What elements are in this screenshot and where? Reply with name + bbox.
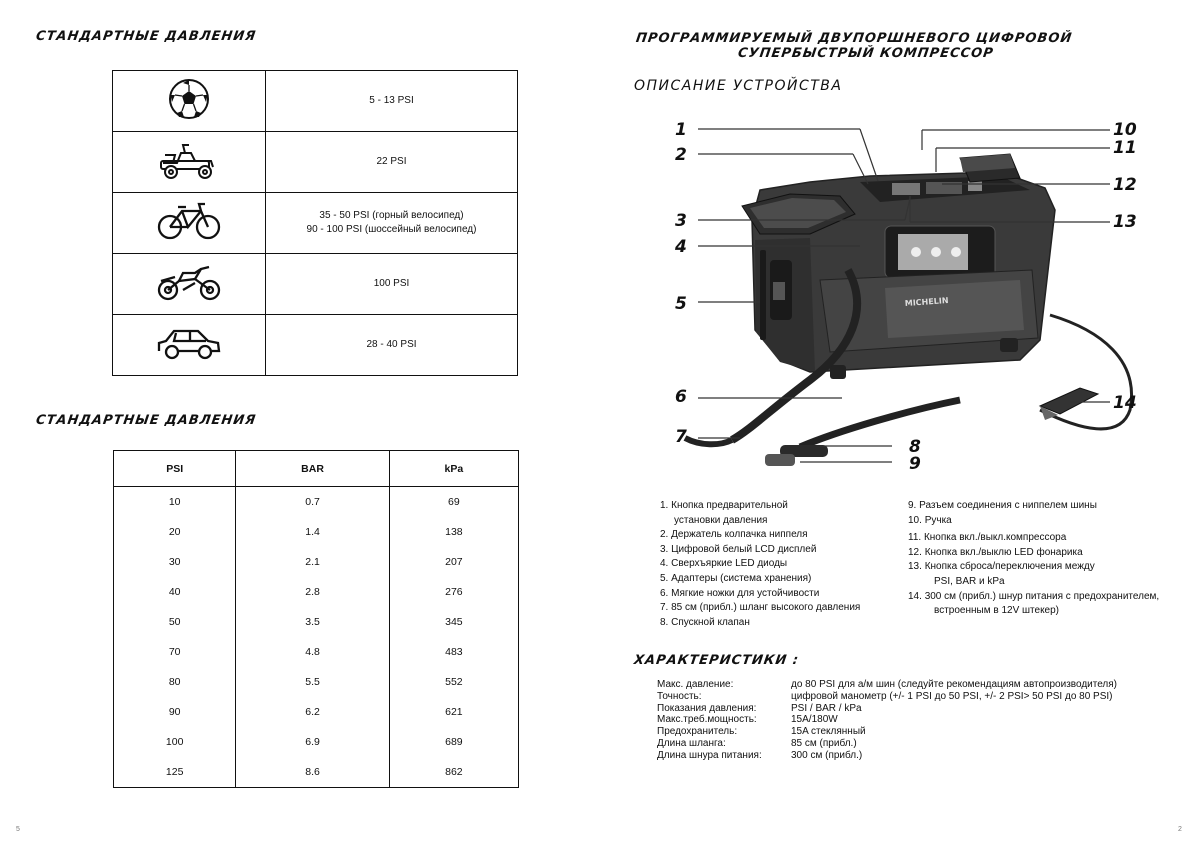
lawn-tractor-icon	[113, 132, 266, 193]
callout-1: 1	[675, 120, 687, 140]
callout-7: 7	[675, 427, 687, 447]
soccer-ball-icon	[113, 71, 266, 132]
spec-row: Длина шнура питания: 300 см (прибл.)	[657, 749, 863, 761]
list-item: 12. Кнопка вкл./выклю LED фонарика	[908, 546, 1083, 558]
column-header-bar: BAR	[236, 451, 389, 487]
spec-row: Предохранитель: 15A стеклянный	[657, 726, 866, 738]
table-row: 80 5.5 552	[114, 667, 519, 697]
spec-row: Макс. давление: до 80 PSI для а/м шин (следуйте рекомендациям автопроизводителя)	[657, 679, 1118, 690]
table-row: 40 2.8 276	[114, 577, 519, 607]
spec-row: Длина шланга: 85 см (прибл.)	[657, 737, 857, 749]
pressure-value: 90 - 100 PSI (шоссейный велосипед)	[306, 224, 477, 235]
specs-heading: ХАРАКТЕРИСТИКИ :	[632, 653, 801, 668]
table-row: 10 0.7 69	[114, 487, 519, 518]
table-row: 50 3.5 345	[114, 607, 519, 637]
list-item: 8. Спускной клапан	[660, 616, 750, 628]
list-item: 5. Адаптеры (система хранения)	[660, 572, 812, 584]
callout-3: 3	[675, 211, 687, 231]
callout-8: 8	[909, 437, 921, 457]
pressure-value: 28 - 40 PSI	[366, 339, 417, 350]
product-title-line1: ПРОГРАММИРУЕМЫЙ ДВУПОРШНЕВОГО ЦИФРОВОЙ	[634, 31, 1074, 46]
parts-list-right	[908, 499, 1193, 619]
list-item: 7. 85 см (прибл.) шланг высокого давления	[660, 602, 861, 614]
callout-11: 11	[1113, 138, 1137, 158]
spec-row: Показания давления: PSI / BAR / kPa	[657, 702, 862, 714]
bicycle-icon	[113, 193, 266, 254]
table-row: 125 8.6 862	[114, 757, 519, 788]
list-item: 1. Кнопка предварительной	[660, 500, 788, 511]
column-header-psi: PSI	[114, 451, 236, 487]
page-number-left: 5	[16, 826, 20, 833]
list-item: 13. Кнопка сброса/переключения между	[908, 561, 1095, 573]
brand-label: MICHELIN	[904, 295, 949, 308]
list-item-continued: установки давления	[674, 514, 768, 526]
callout-9: 9	[909, 454, 921, 474]
list-item: 9. Разъем соединения с ниппелем шины	[908, 500, 1097, 511]
pressure-value: 100 PSI	[373, 278, 410, 289]
list-item: 3. Цифровой белый LCD дисплей	[660, 543, 817, 555]
pressure-heading-2: СТАНДАРТНЫЕ ДАВЛЕНИЯ	[34, 413, 258, 428]
table-header-row	[114, 451, 519, 487]
callout-5: 5	[675, 294, 687, 314]
car-icon	[113, 315, 266, 376]
list-item-continued: PSI, BAR и kPa	[934, 575, 1005, 587]
list-item: 6. Мягкие ножки для устойчивости	[660, 587, 820, 599]
list-item: 4. Сверхъяркие LED диоды	[660, 558, 788, 570]
product-title-line2: СУПЕРБЫСТРЫЙ КОМПРЕССОР	[736, 46, 995, 61]
table-row	[113, 254, 518, 315]
table-row: 30 2.1 207	[114, 547, 519, 577]
pressure-heading-1: СТАНДАРТНЫЕ ДАВЛЕНИЯ	[34, 29, 258, 44]
callout-2: 2	[675, 145, 687, 165]
table-row	[113, 193, 518, 254]
list-item: 2. Держатель колпачка ниппеля	[660, 529, 808, 541]
callout-13: 13	[1113, 212, 1137, 232]
column-header-kpa: kPa	[389, 451, 518, 487]
spec-row: Макс.треб.мощность: 15A/180W	[657, 714, 838, 726]
table-row: 100 6.9 689	[114, 727, 519, 757]
pressure-conversion-table	[113, 450, 519, 788]
spec-row: Точность: цифровой манометр (+/- 1 PSI до 50 PSI, +/- 2 PSI> 50 PSI до 80 PSI)	[657, 690, 1113, 702]
pressure-value: 22 PSI	[376, 156, 407, 167]
motorcycle-icon	[113, 254, 266, 315]
pressure-value: 35 - 50 PSI (горный велосипед)	[319, 210, 464, 221]
device-description-subtitle: ОПИСАНИЕ УСТРОЙСТВА	[634, 78, 843, 94]
callout-10: 10	[1113, 120, 1137, 140]
table-row: 20 1.4 138	[114, 517, 519, 547]
table-row	[113, 315, 518, 376]
table-row: 70 4.8 483	[114, 637, 519, 667]
table-row	[113, 132, 518, 193]
list-item: 10. Ручка	[908, 514, 952, 526]
callout-6: 6	[675, 387, 687, 407]
callout-4: 4	[675, 237, 687, 257]
specs-table	[657, 679, 1177, 762]
callout-12: 12	[1113, 175, 1137, 195]
list-item: 14. 300 см (прибл.) шнур питания с предохранителем,	[908, 590, 1160, 602]
standard-pressure-table	[112, 70, 518, 376]
table-row: 90 6.2 621	[114, 697, 519, 727]
parts-list-left	[660, 499, 905, 630]
callout-14: 14	[1113, 393, 1137, 413]
table-row	[113, 71, 518, 132]
page-number-right: 2	[1178, 826, 1182, 833]
list-item: 11. Кнопка вкл./выкл.компрессора	[908, 532, 1067, 544]
pressure-value: 5 - 13 PSI	[369, 95, 414, 106]
list-item-continued: встроенным в 12V штекер)	[934, 605, 1060, 617]
compressor-illustration	[660, 110, 1160, 485]
